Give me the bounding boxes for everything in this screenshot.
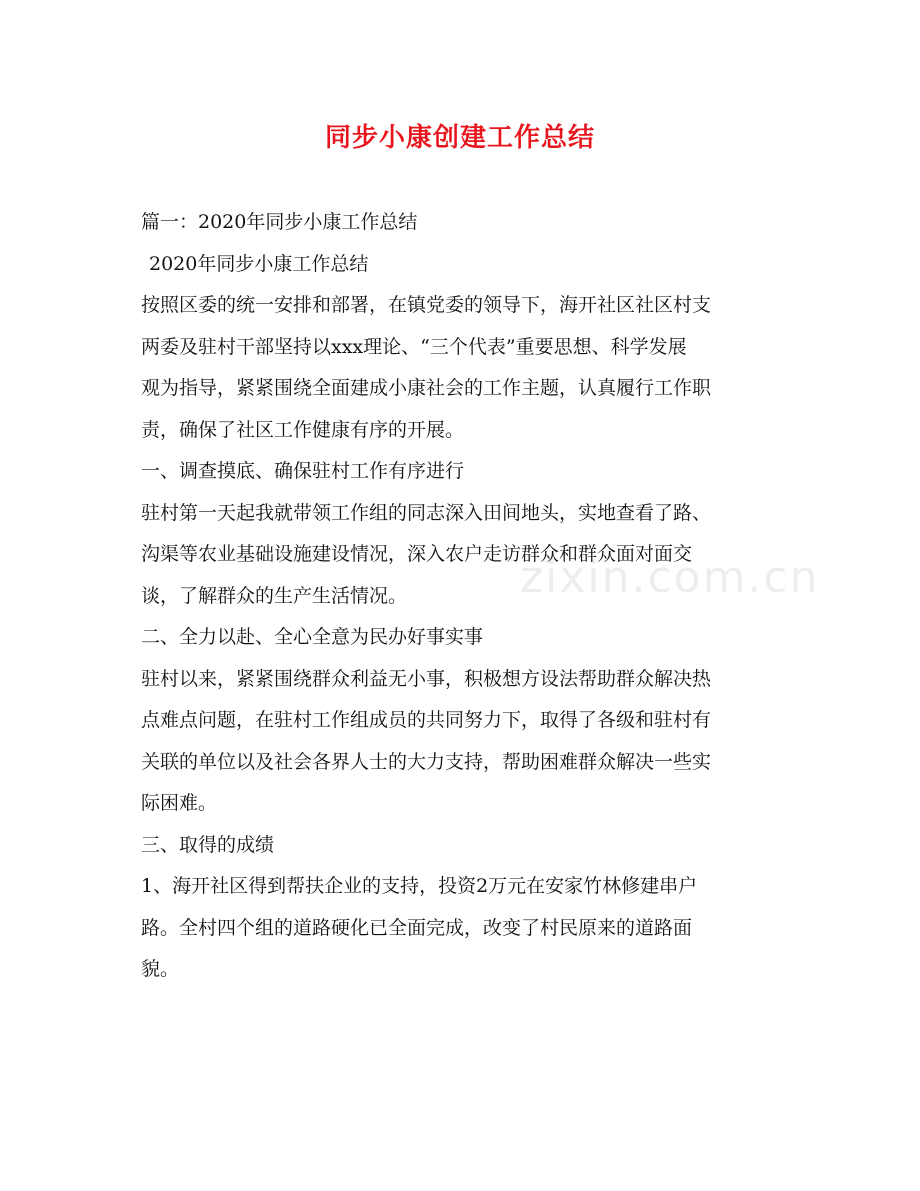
subtitle: 2020年同步小康工作总结 [149,252,369,275]
section-heading-three: 三、取得的成绩 [141,833,275,856]
paragraph-line: 按照区委的统一安排和部署，在镇党委的领导下，海开社区社区村支 [141,294,712,316]
paragraph-line: 两委及驻村干部坚持以xxx理论、“三个代表”重要思想、科学发展 [141,335,687,358]
paragraph-line: 路。全村四个组的道路硬化已全面完成，改变了村民原来的道路面 [141,916,693,939]
paragraph-line: 1、海开社区得到帮扶企业的支持，投资2万元在安家竹林修建串户 [141,875,698,897]
paragraph-line: 驻村以来，紧紧围绕群众利益无小事，积极想方设法帮助群众解决热 [141,667,712,690]
paragraph-line: 驻村第一天起我就带领工作组的同志深入田间地头，实地查看了路、 [141,501,712,524]
section-heading-chapter-one: 篇一：2020年同步小康工作总结 [141,211,418,233]
paragraph-line: 貌。 [141,958,180,980]
paragraph-line: 际困难。 [141,792,218,814]
paragraph-line: 责，确保了社区工作健康有序的开展。 [141,418,465,441]
paragraph-line: 点难点问题，在驻村工作组成员的共同努力下，取得了各级和驻村有 [141,709,712,731]
document-title: 同步小康创建工作总结 [324,123,595,153]
paragraph-line: 观为指导，紧紧围绕全面建成小康社会的工作主题，认真履行工作职 [141,377,712,399]
section-heading-one: 一、调查摸底、确保驻村工作有序进行 [141,460,465,482]
paragraph-line: 关联的单位以及社会各界人士的大力支持，帮助困难群众解决一些实 [141,750,712,773]
paragraph-line: 谈，了解群众的生产生活情况。 [141,584,408,607]
document-body [141,202,781,991]
section-heading-two: 二、全力以赴、全心全意为民办好事实事 [141,626,484,648]
watermark: zixin.com.cn [520,552,820,603]
paragraph-line: 沟渠等农业基础设施建设情况，深入农户走访群众和群众面对面交 [141,543,693,565]
